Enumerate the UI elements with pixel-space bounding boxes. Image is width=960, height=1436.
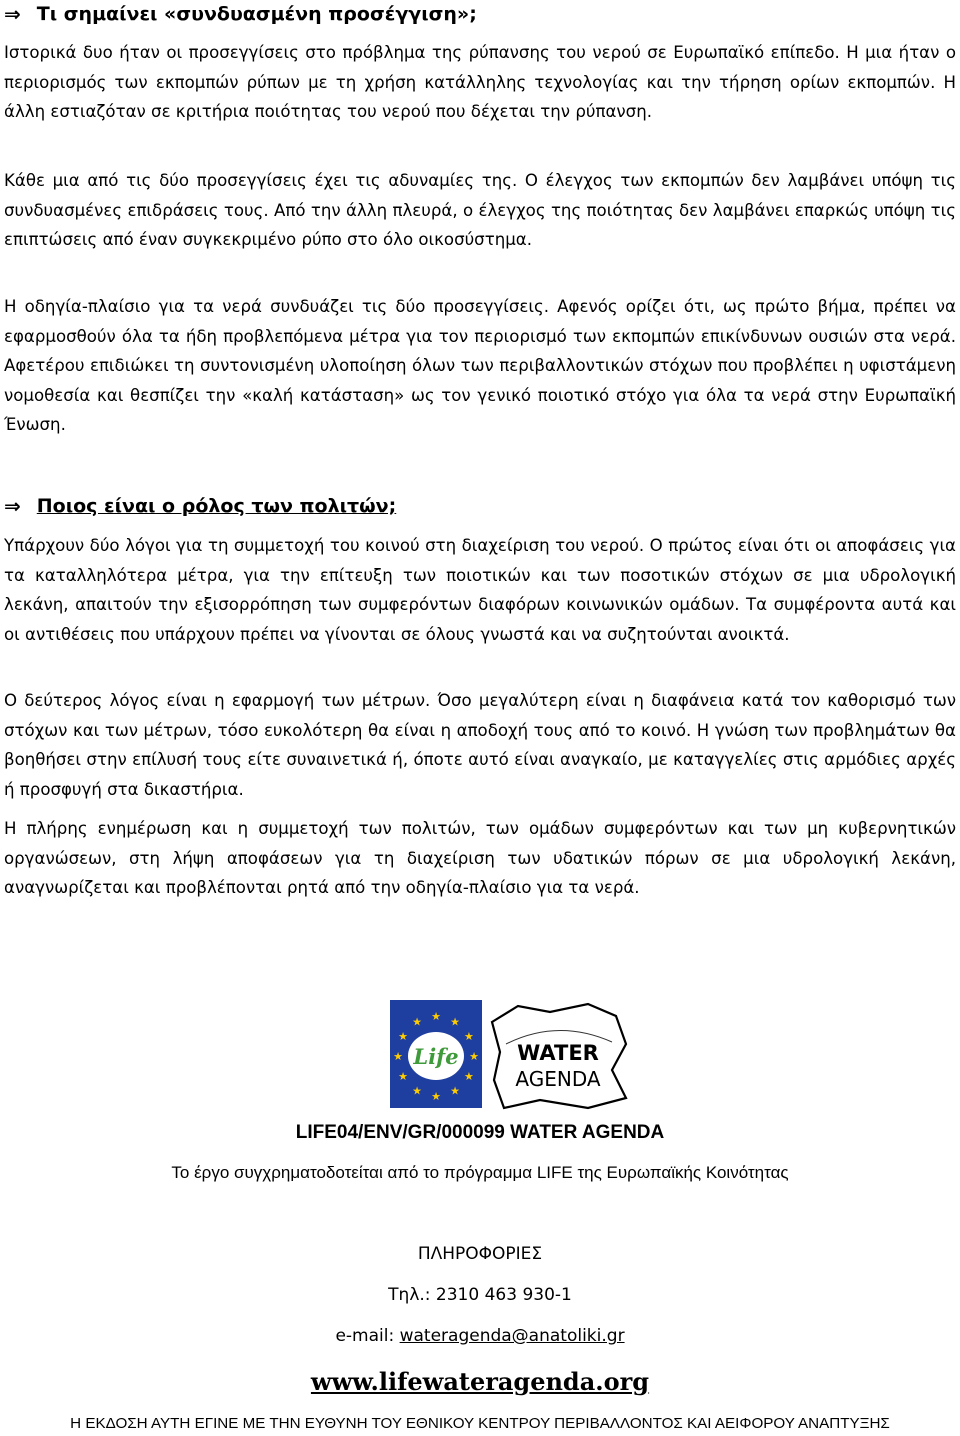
eu-star-icon: ★ bbox=[398, 1030, 409, 1043]
eu-star-icon: ★ bbox=[450, 1084, 460, 1098]
section-heading-integrated-approach bbox=[4, 2, 477, 26]
email-label: e-mail: bbox=[335, 1326, 400, 1346]
paragraph: Κάθε μια από τις δύο προσεγγίσεις έχει τις αδυναμίες της. Ο έλεγχος των εκπομπών δεν λαμβάνει υπόψη τις συνδυασμένες επιδράσεις τους. Από την άλλη πλευρά, ο έλεγχος της ποιότητας δεν λαμβάνει επαρκώς υπόψη τις επιπτώσεις από έναν συγκεκριμένο ρύπο στο όλο οικοσύστημα. bbox=[4, 171, 956, 250]
logos-svg bbox=[390, 1000, 630, 1112]
project-code: LIFE04/ENV/GR/000099 WATER AGENDA bbox=[295, 1122, 665, 1143]
eu-star-icon: ★ bbox=[463, 1030, 474, 1043]
water-text: WATER bbox=[517, 1041, 599, 1065]
phone-label: Τηλ.: bbox=[388, 1285, 436, 1305]
paragraph: Υπάρχουν δύο λόγοι για τη συμμετοχή του κοινού στη διαχείριση του νερού. Ο πρώτος είναι ότι οι αποφάσεις για τα καταλληλότερα μέτρα, για την επίτευξη των ποιοτικών και των ποσοτικών στόχων σε μια υδρολογική λεκάνη, απαιτούν την εξισορρόπηση των συμφερόντων διαφόρων κοινωνικών ομάδων. Τα συμφέροντα αυτά και οι αντιθέσεις που υπάρχουν πρέπει να γίνονται σε όλους γνωστά και να συζητούνται ανοικτά. bbox=[4, 536, 956, 644]
email-line bbox=[0, 1326, 960, 1346]
eu-star-icon: ★ bbox=[469, 1050, 479, 1063]
life-text: Life bbox=[413, 1044, 459, 1069]
cofunding-note: Το έργο συγχρηματοδοτείται από το πρόγραμμα LIFE της Ευρωπαϊκής Κοινότητας bbox=[171, 1163, 789, 1182]
eu-star-icon: ★ bbox=[412, 1015, 422, 1029]
arrow-right-icon: ⇒ bbox=[4, 2, 21, 26]
section-heading-text: Τι σημαίνει «συνδυασμένη προσέγγιση»; bbox=[36, 3, 477, 25]
phone-line bbox=[0, 1285, 960, 1305]
paragraph: Η οδηγία-πλαίσιο για τα νερά συνδυάζει τις δύο προσεγγίσεις. Αφενός ορίζει ότι, ως πρώτο βήμα, πρέπει να εφαρμοσθούν όλα τα ήδη προβλεπόμενα μέτρα για τον περιορισμό των εκπομπών επικίνδυνων ουσιών στα νερά. Αφετέρου επιδιώκει τη συντονισμένη υλοποίηση όλων των περιβαλλοντικών στόχων που προβλέπει η υφιστάμενη νομοθεσία και θεσπίζει την «καλή κατάσταση» ως τον γενικό ποιοτικό στόχο για όλα τα νερά στην Ευρωπαϊκή Ένωση. bbox=[4, 297, 956, 435]
publisher-note: Η ΕΚΔΟΣΗ ΑΥΤΗ ΕΓΙΝΕ ΜΕ ΤΗΝ ΕΥΘΥΝΗ ΤΟΥ ΕΘΝΙΚΟΥ ΚΕΝΤΡΟΥ ΠΕΡΙΒΑΛΛΟΝΤΟΣ ΚΑΙ ΑΕΙΦΟΡΟΥ ΑΝΑΠΤΥΞΗΣ bbox=[70, 1415, 890, 1432]
eu-star-icon: ★ bbox=[431, 1090, 441, 1103]
phone-number: 2310 463 930-1 bbox=[435, 1285, 572, 1305]
eu-star-icon: ★ bbox=[393, 1050, 403, 1063]
agenda-text: AGENDA bbox=[515, 1067, 601, 1091]
eu-star-icon: ★ bbox=[398, 1070, 409, 1083]
arrow-right-icon: ⇒ bbox=[4, 494, 21, 518]
info-heading: ΠΛΗΡΟΦΟΡΙΕΣ bbox=[417, 1244, 543, 1264]
website-line bbox=[0, 1367, 960, 1396]
paragraph: Η πλήρης ενημέρωση και η συμμετοχή των πολιτών, των ομάδων συμφερόντων και των μη κυβερνητικών οργανώσεων, στη λήψη αποφάσεων για τη διαχείριση των υδατικών πόρων σε μια υδρολογική λεκάνη, αναγνωρίζεται και προβλέπονται ρητά από την οδηγία-πλαίσιο για τα νερά. bbox=[4, 819, 956, 898]
water-agenda-logo bbox=[492, 1004, 626, 1108]
logos-area bbox=[390, 1000, 630, 1112]
paragraph: Ιστορικά δυο ήταν οι προσεγγίσεις στο πρόβλημα της ρύπανσης του νερού σε Ευρωπαϊκό επίπεδο. Η μια ήταν ο περιορισμός των εκπομπών ρύπων με τη χρήση κατάλληλης τεχνολογίας και την τήρηση ορίων εκπομπών. Η άλλη εστιαζόταν σε κριτήρια ποιότητας του νερού που δέχεται την ρύπανση. bbox=[4, 43, 956, 122]
website-link[interactable]: www.lifewateragenda.org bbox=[310, 1367, 650, 1396]
eu-star-icon: ★ bbox=[450, 1015, 460, 1029]
eu-life-logo bbox=[390, 1000, 482, 1108]
section-heading-citizens-role bbox=[4, 494, 396, 518]
eu-star-icon: ★ bbox=[431, 1010, 441, 1023]
eu-star-icon: ★ bbox=[412, 1084, 422, 1098]
email-link[interactable]: wateragenda@anatoliki.gr bbox=[399, 1326, 625, 1346]
eu-star-icon: ★ bbox=[463, 1070, 474, 1083]
section-heading-text: Ποιος είναι ο ρόλος των πολιτών; bbox=[36, 495, 397, 517]
paragraph: Ο δεύτερος λόγος είναι η εφαρμογή των μέτρων. Όσο μεγαλύτερη είναι η διαφάνεια κατά τον καθορισμό των στόχων και των μέτρων, τόσο ευκολότερη θα είναι η αποδοχή τους από το κοινό. Η γνώση των προβλημάτων θα βοηθήσει στην επίλυσή τους είτε συναινετικά ή, όποτε αυτό είναι αναγκαίο, με καταγγελίες στις αρμόδιες αρχές ή προσφυγή στα δικαστήρια. bbox=[4, 691, 956, 799]
